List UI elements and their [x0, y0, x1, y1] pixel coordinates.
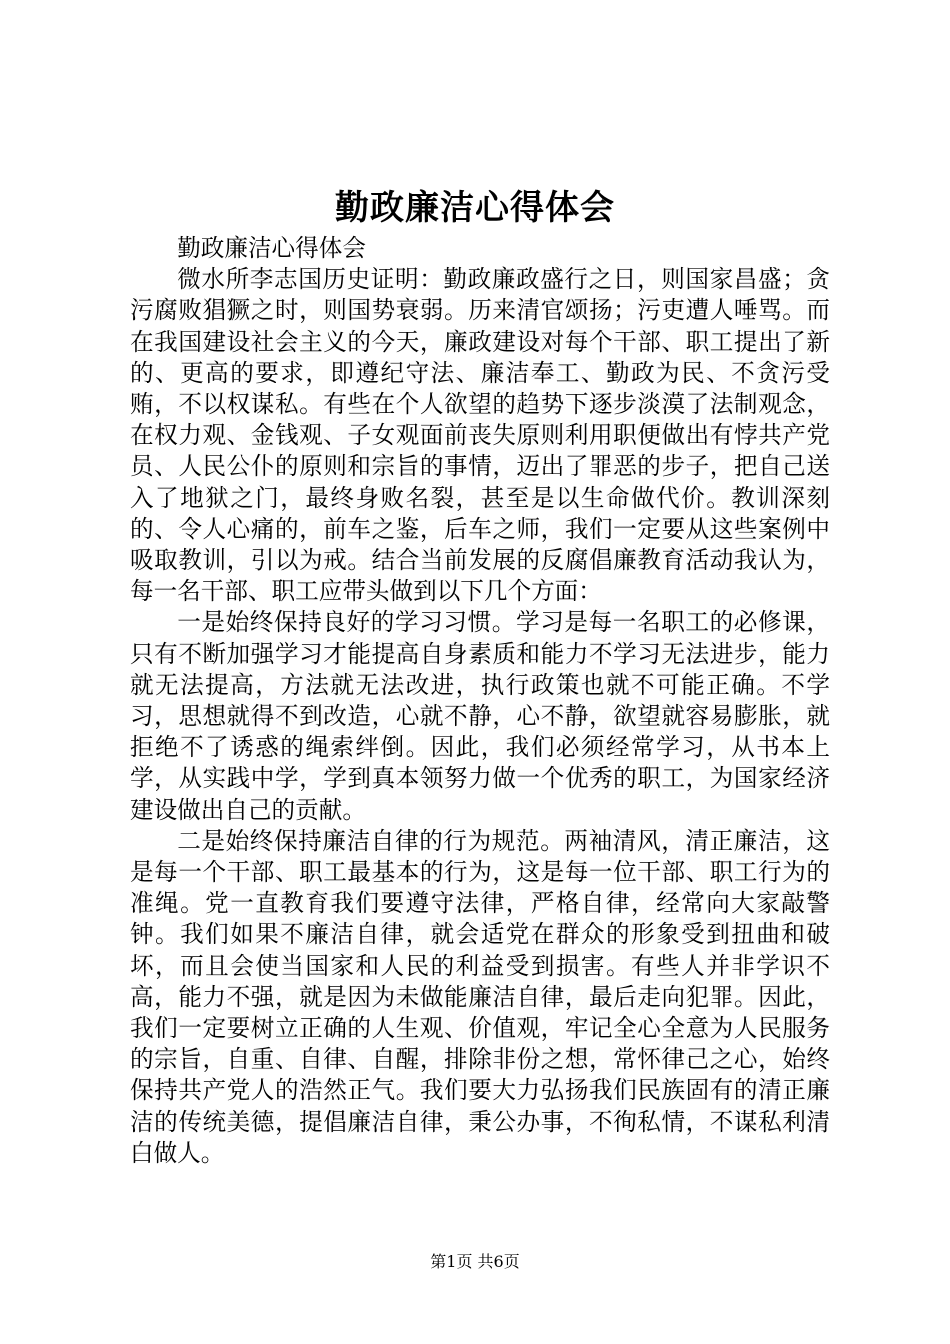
document-body: [130, 233, 830, 1169]
paragraph-point-one: 一是始终保持良好的学习习惯。学习是每一名职工的必修课，只有不断加强学习才能提高自身素质和能力不学习无法进步，能力就无法提高，方法就无法改进，执行政策也就不可能正确。不学习，思想就得不到改造，心就不静，心不静，欲望就容易膨胀，就拒绝不了诱惑的绳索绊倒。因此，我们必须经常学习，从书本上学，从实践中学，学到真本领努力做一个优秀的职工，为国家经济建设做出自己的贡献。: [130, 608, 830, 824]
document-title: 勤政廉洁心得体会: [335, 188, 615, 228]
page-footer: 第1页 共6页: [430, 1252, 520, 1271]
paragraph-subtitle: 勤政廉洁心得体会: [177, 234, 366, 262]
paragraph-intro: 微水所李志国历史证明：勤政廉政盛行之日，则国家昌盛；贪污腐败猖獗之时，则国势衰弱。历来清官颂扬；污吏遭人唾骂。而在我国建设社会主义的今天，廉政建设对每个干部、职工提出了新的、更高的要求，即遵纪守法、廉洁奉工、勤政为民、不贪污受贿，不以权谋私。有些在个人欲望的趋势下逐步淡漠了法制观念，在权力观、金钱观、子女观面前丧失原则利用职便做出有悖共产党员、人民公仆的原则和宗旨的事情，迈出了罪恶的步子，把自己送入了地狱之门，最终身败名裂，甚至是以生命做代价。教训深刻的、令人心痛的，前车之鉴，后车之师，我们一定要从这些案例中吸取教训，引以为戒。结合当前发展的反腐倡廉教育活动我认为，每一名干部、职工应带头做到以下几个方面：: [130, 265, 830, 606]
paragraph-point-two: 二是始终保持廉洁自律的行为规范。两袖清风，清正廉洁，这是每一个干部、职工最基本的行为，这是每一位干部、职工行为的准绳。党一直教育我们要遵守法律，严格自律，经常向大家敲警钟。我们如果不廉洁自律，就会适党在群众的形象受到扭曲和破坏，而且会使当国家和人民的利益受到损害。有些人并非学识不高，能力不强，就是因为未做能廉洁自律，最后走向犯罪。因此，我们一定要树立正确的人生观、价值观，牢记全心全意为人民服务的宗旨，自重、自律、自醒，排除非份之想，常怀律己之心，始终保持共产党人的浩然正气。我们要大力弘扬我们民族固有的清正廉洁的传统美德，提倡廉洁自律，秉公办事，不徇私情，不谋私利清白做人。: [130, 826, 830, 1167]
